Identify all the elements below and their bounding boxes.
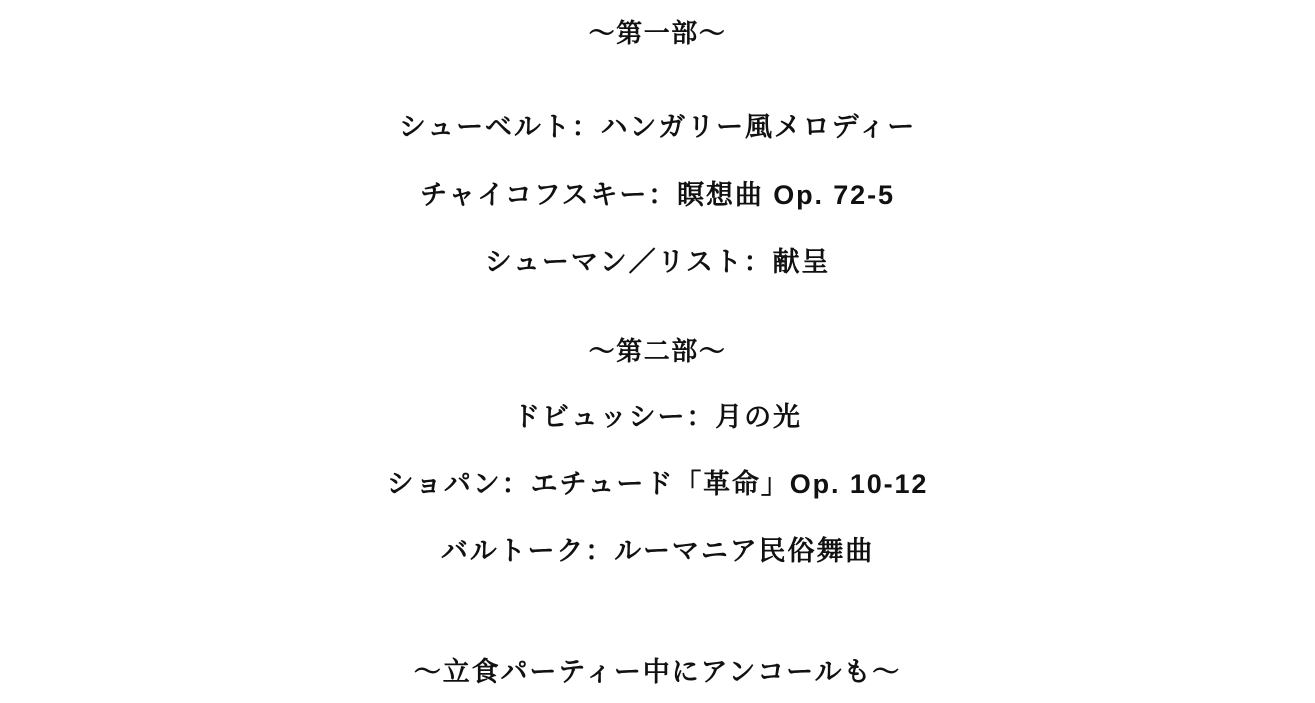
section-heading-part-two: 〜第二部〜 (588, 336, 727, 367)
section-heading-part-one: 〜第一部〜 (588, 18, 727, 48)
program-item: ドビュッシー：月の光 (513, 401, 802, 432)
program-section-part-two (0, 336, 1315, 567)
program-item: バルトーク：ルーマニア民俗舞曲 (440, 536, 875, 567)
program-item: シューベルト：ハンガリー風メロディー (398, 112, 917, 143)
program-item: ショパン：エチュード「革命」Op. 10-12 (386, 468, 929, 499)
encore-note: 〜立食パーティー中にアンコールも〜 (413, 656, 902, 687)
program-section-part-one (0, 18, 1315, 278)
program-item: チャイコフスキー：瞑想曲 Op. 72-5 (420, 179, 895, 210)
program-item: シューマン／リスト：献呈 (484, 246, 831, 277)
